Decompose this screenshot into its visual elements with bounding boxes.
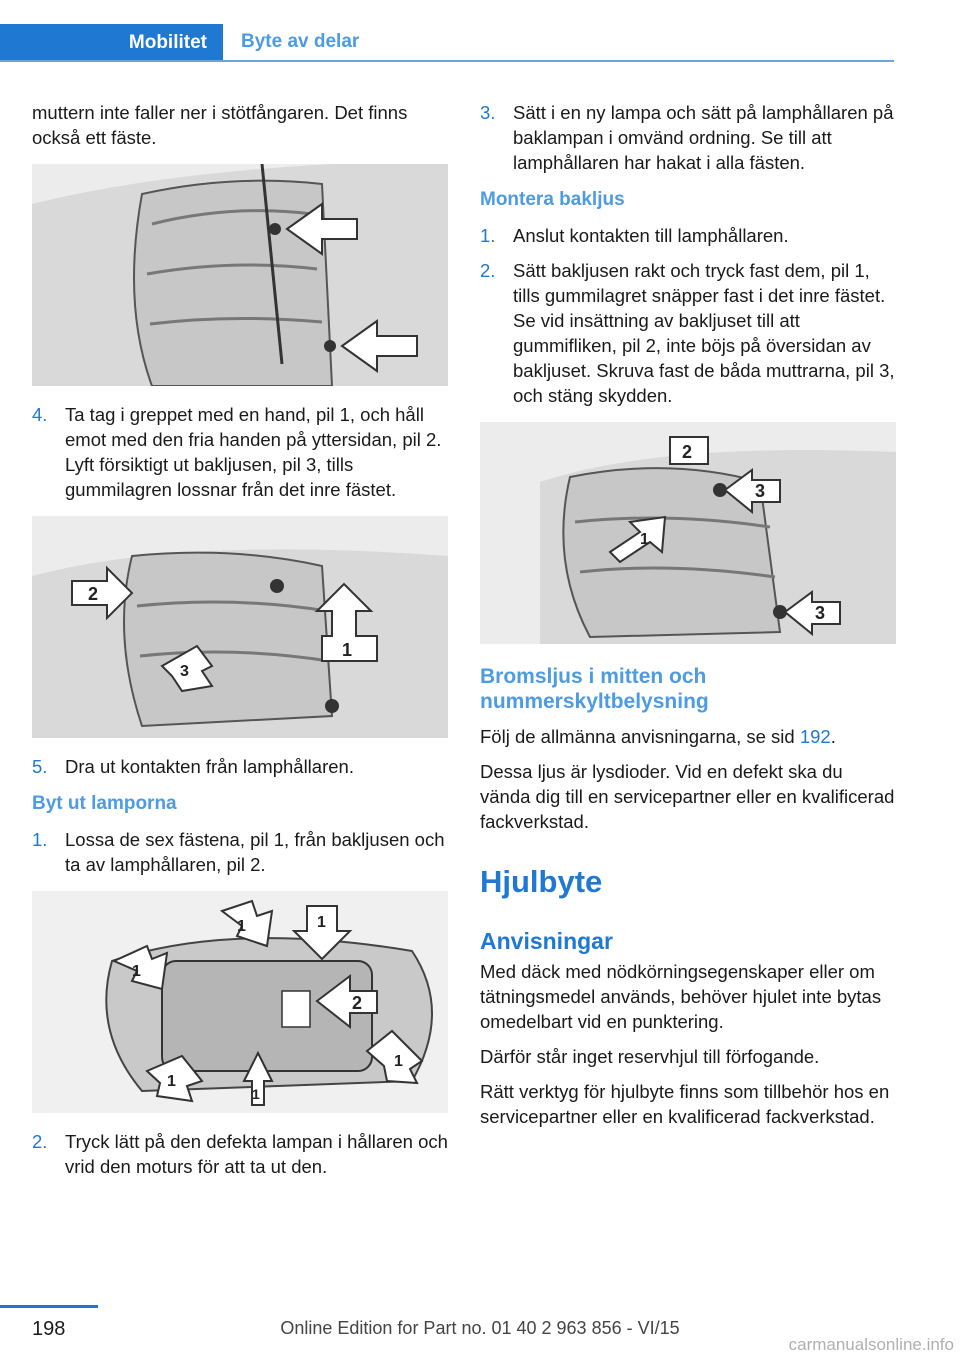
left-column (32, 100, 448, 1189)
step-number: 2. (480, 260, 496, 281)
callout-label: 3 (755, 481, 766, 501)
step-text: Ta tag i greppet med en hand, pil 1, och håll emot med den fria handen på yttersidan, pil 2. Lyft försiktigt ut bakljusen, pil 3, tills gummilagren lossnar från det inre fästet. (65, 404, 442, 500)
list-item (480, 258, 896, 408)
step-number: 2. (32, 1131, 48, 1152)
intro-text: muttern inte faller ner i stötfångaren. Det finns också ett fäste. (32, 102, 408, 148)
right-column (480, 100, 896, 1139)
figure-lamp-holder (32, 891, 448, 1113)
step-number: 1. (32, 829, 48, 850)
tab-byte-av-delar[interactable]: Byte av delar (241, 31, 360, 52)
footer-edition: Online Edition for Part no. 01 40 2 963 856 - VI/15 (280, 1318, 680, 1338)
callout-label: 1 (640, 531, 649, 548)
brake-paragraph-2: Dessa ljus är lysdioder. Vid en defekt ska du vända dig till en servicepartner eller en kvalificerad fackverkstad. (480, 761, 895, 832)
list-item (480, 223, 896, 248)
list-item (32, 402, 448, 502)
step-number: 4. (32, 404, 48, 425)
step-number: 3. (480, 102, 496, 123)
figure-mount-taillight (480, 422, 896, 644)
brake-paragraph-1 (480, 724, 896, 749)
subheading-montera-bakljus: Montera bakljus (480, 189, 625, 210)
step-text: Sätt i en ny lampa och sätt på lamphållaren på baklampan i omvänd ordning. Se till att lamphållaren har hakat i alla fästen. (513, 102, 894, 173)
callout-label: 1 (237, 918, 246, 935)
header-rule (0, 60, 894, 62)
callout-label: 1 (317, 914, 326, 931)
list-item (32, 754, 448, 779)
page-number-rule (0, 1305, 98, 1308)
list-item (32, 1129, 448, 1179)
anv-paragraph-2: Därför står inget reservhjul till förfogande. (480, 1046, 820, 1067)
callout-label: 2 (88, 584, 99, 604)
callout-label: 2 (352, 993, 363, 1013)
brake-text-pre: Följ de allmänna anvisningarna, se sid (480, 726, 800, 747)
subheading-anvisningar: Anvisningar (480, 928, 613, 954)
callout-label: 1 (167, 1073, 176, 1090)
subheading-byt-ut-lamporna: Byt ut lamporna (32, 793, 177, 814)
anv-paragraph-3: Rätt verktyg för hjulbyte finns som tillbehör hos en servicepartner eller en kvalificerad fackverkstad. (480, 1081, 890, 1127)
callout-label: 2 (682, 442, 693, 462)
step-text: Tryck lätt på den defekta lampan i hållaren och vrid den moturs för att ta ut den. (65, 1131, 448, 1177)
brake-text-post: . (830, 726, 836, 747)
anv-paragraph-1: Med däck med nödkörningsegenskaper eller om tätningsmedel används, behöver hjulet inte bytas omedelbart vid en punktering. (480, 961, 882, 1032)
page-link-192[interactable]: 192 (799, 726, 831, 747)
callout-label: 1 (394, 1053, 403, 1070)
step-text: Dra ut kontakten från lamphållaren. (65, 756, 354, 777)
step-text: Anslut kontakten till lamphållaren. (513, 225, 789, 246)
step-text: Lossa de sex fästena, pil 1, från bakljusen och ta av lamphållaren, pil 2. (65, 829, 445, 875)
tab-mobilitet[interactable]: Mobilitet (0, 24, 223, 62)
callout-label: 3 (180, 663, 189, 680)
watermark: carmanualsonline.info (788, 1335, 954, 1354)
figure-remove-taillight (32, 516, 448, 738)
step-number: 5. (32, 756, 48, 777)
header-tabbar (0, 24, 894, 62)
step-number: 1. (480, 225, 496, 246)
list-item (480, 100, 896, 175)
page-number: 198 (32, 1318, 66, 1340)
callout-label: 1 (342, 640, 353, 660)
chapter-heading-hjulbyte: Hjulbyte (480, 864, 603, 899)
callout-label: 1 (252, 1086, 260, 1102)
list-item (32, 827, 448, 877)
step-text: Sätt bakljusen rakt och tryck fast dem, pil 1, tills gummilagret snäpper fast i det inre fästet. Se vid insättning av bakljuset till att gummifliken, pil 2, inte böjs på översidan av bakljuset. Skruva fast de båda muttrarna, pil 3, och stäng skydden. (513, 260, 895, 406)
callout-label: 3 (815, 603, 826, 623)
figure-taillight-nuts (32, 164, 448, 386)
section-heading-bromsljus: Bromsljus i mitten och nummerskyltbelysning (480, 665, 709, 713)
callout-label: 1 (132, 963, 141, 980)
